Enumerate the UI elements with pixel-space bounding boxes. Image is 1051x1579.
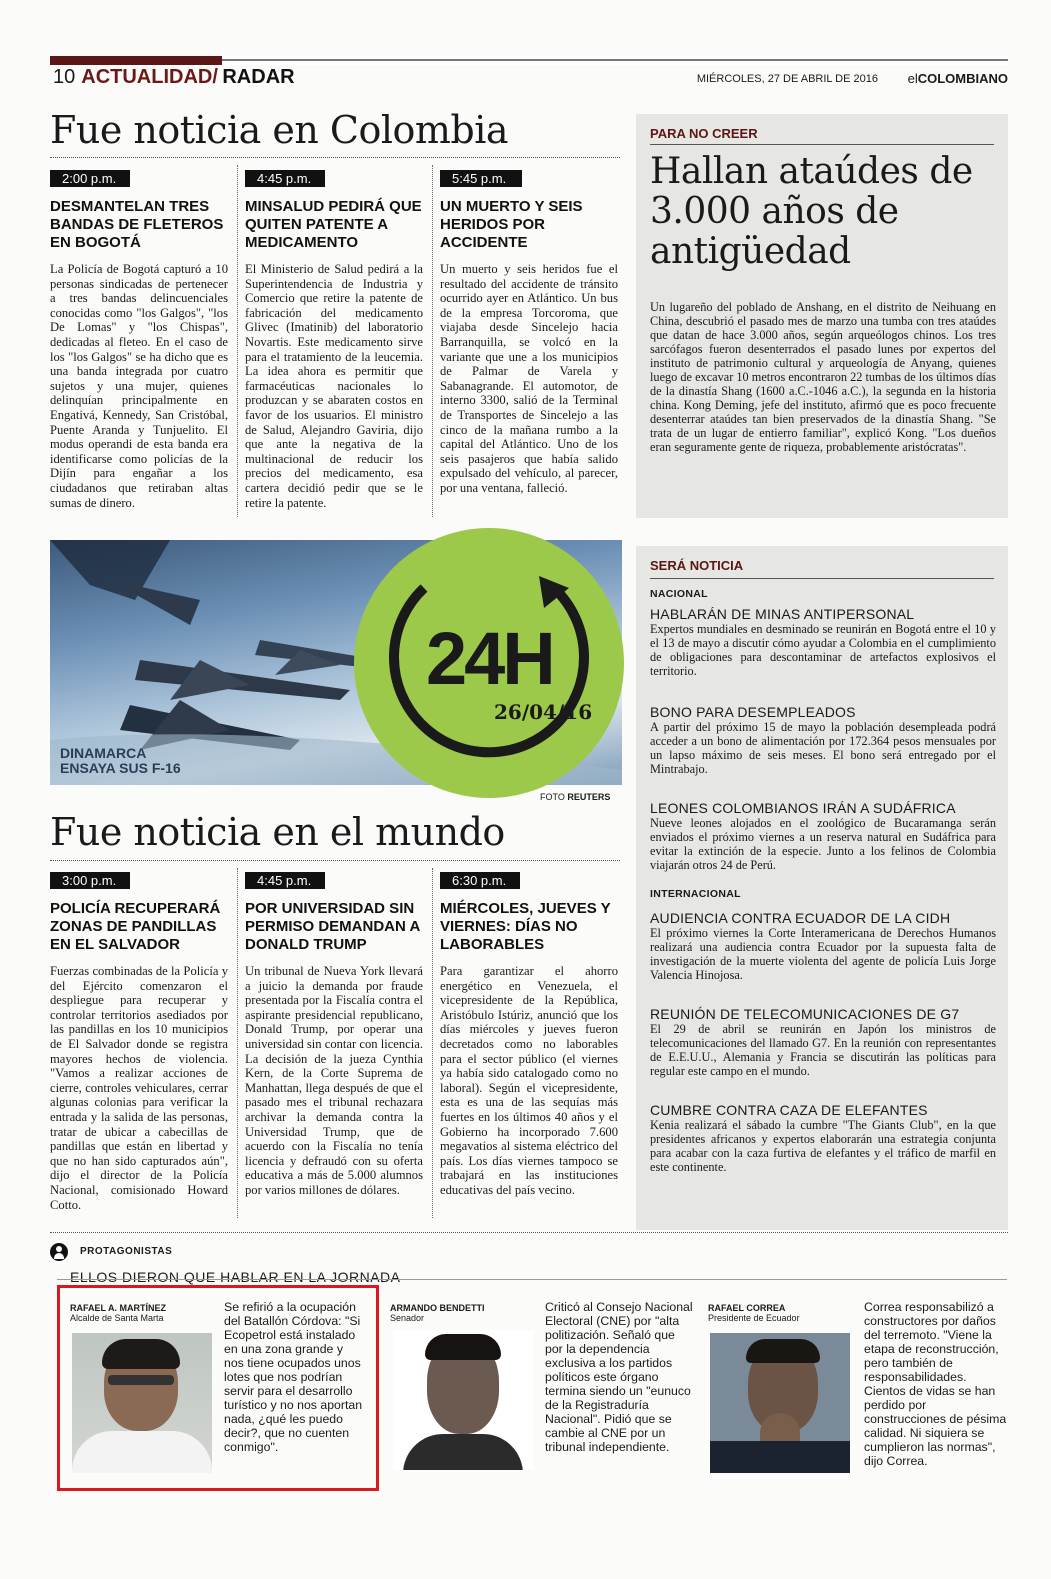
article-body: Un tribunal de Nueva York llevará a juicio la demanda por fraude presentada por la Fiscalía contra el aspirante presidencial republicano, Donald Trump, por operar una universidad sin contar con licencia. La decisión de la jueza Cynthia Kern, de la Corte Suprema de Manhattan, llega después de que el pasado mes el tribunal rechazara archivar la demanda contra la Universidad Trump, que de acuerdo con la Fiscalía no tenía licencia y defraudó con su oferta educativa a más de 5.000 alumnos por varios millones de dólares. (245, 964, 423, 1197)
news-body: El 29 de abril se reunirán en Japón los ministros de telecomunicaciones del llamado G7. En la reunión con representantes de E.E.U.U., Alemania y Francia se discutirán las políticas para regular este campo en el mundo. (650, 1022, 996, 1078)
column-rule (432, 165, 433, 517)
protagonist-3-name: RAFAEL CORREA Presidente de Ecuador (708, 1303, 800, 1323)
section-name: ACTUALIDAD/ (81, 66, 218, 88)
photo-caption: DINAMARCA ENSAYA SUS F-16 (60, 745, 181, 776)
protagonist-2-name: ARMANDO BENDETTI Senador (390, 1303, 485, 1323)
24h-badge (354, 528, 624, 798)
headline: UN MUERTO Y SEIS HERIDOS POR ACCIDENTE (440, 198, 583, 251)
box-label: SERÁ NOTICIA (650, 558, 744, 573)
photo-credit: FOTO REUTERS (540, 792, 611, 802)
issue-date: MIÉRCOLES, 27 DE ABRIL DE 2016 (696, 73, 878, 85)
news-body: Expertos mundiales en desminado se reunirán en Bogotá entre el 10 y el 13 de mayo a discutir cómo ayudar a Colombia en el cumplimiento de obligaciones para descontaminar de artefactos explosivos el territorio. (650, 622, 996, 678)
news-headline: REUNIÓN DE TELECOMUNICACIONES DE G7 (650, 1006, 960, 1022)
protagonist-2-photo (393, 1330, 533, 1470)
headline: MIÉRCOLES, JUEVES Y VIERNES: DÍAS NO LABORABLES (440, 900, 611, 953)
protagonist-1-name: RAFAEL A. MARTÍNEZ Alcalde de Santa Marta (70, 1303, 166, 1323)
news-headline: BONO PARA DESEMPLEADOS (650, 704, 856, 720)
page-number: 10 (53, 66, 76, 88)
badge-24h: 24H (426, 617, 553, 700)
divider (50, 860, 620, 861)
time-badge: 2:00 p.m. (50, 170, 130, 187)
mundo-item-2 (245, 872, 423, 1198)
protagonist-1-photo (72, 1333, 212, 1473)
column-rule (432, 868, 433, 1218)
news-body: A partir del próximo 15 de mayo la población desempleada podrá acceder a un bono de alimentación por 172.364 pesos mensuales por un lapso máximo de seis meses. El bono será entregado por el Mintrabajo. (650, 720, 996, 776)
news-headline: LEONES COLOMBIANOS IRÁN A SUDÁFRICA (650, 800, 956, 816)
article-body: La Policía de Bogotá capturó a 10 personas sindicadas de pertenecer a tres bandas delincuenciales conocidas como "los Galgos", "los De Lomas" y "los Chispas", dedicadas al fleteo. En el caso de los "los Galgos" se ha dicho que es una banda integrada por cuatro sujetos y una mujer, quienes delinquían principalmente en Engativá, Kennedy, San Cristóbal, Puente Aranda y Tunjuelito. El modus operandi de esta banda era identificarse como policías de la Dijín para engañar a los ciudadanos que retiraban altas sumas de dinero. (50, 262, 228, 510)
column-rule (237, 165, 238, 517)
divider (57, 1279, 1007, 1280)
news-headline: AUDIENCIA CONTRA ECUADOR DE LA CIDH (650, 910, 951, 926)
mundo-item-3 (440, 872, 618, 1198)
subsection-name: RADAR (222, 66, 295, 88)
protagonistas-label: PROTAGONISTAS (80, 1246, 173, 1257)
person-icon (50, 1243, 68, 1261)
protagonist-1-quote: Se refirió a la ocupación del Batallón Córdova: "Si Ecopetrol está instalado en una zona grande y nos tiene ocupados unos lotes que nos podrían servir para el desarrollo turístico y no nos aportan nada, ¿qué les puedo decir?, que no cuenten conmigo". (224, 1300, 363, 1454)
column-rule (237, 868, 238, 1218)
page-header (53, 66, 1008, 90)
time-badge: 3:00 p.m. (50, 872, 130, 889)
box-label: PARA NO CREER (650, 126, 758, 141)
news-body: Kenia realizará el sábado la cumbre "The Giants Club", en la que presidentes africanos y expertos elaborarán una estrategia conjunta para acabar con la caza furtiva de elefantes y el tráfico de marfil en este continente. (650, 1118, 996, 1174)
top-rule (50, 56, 1008, 65)
colombia-title: Fue noticia en Colombia (50, 108, 509, 152)
box-title: Hallan ataúdes de 3.000 años de antigüedad (650, 151, 973, 272)
protagonist-2-quote: Criticó al Consejo Nacional Electoral (CNE) por "alta politización. Señaló que por la dependencia exclusiva a los partidos políticos este órgano termina siendo un "eunuco de la Registraduría Nacional". Pidió que se cambie al CNE por un tribunal independiente. (545, 1300, 693, 1454)
news-headline: CUMBRE CONTRA CAZA DE ELEFANTES (650, 1102, 928, 1118)
sera-noticia-list (650, 588, 996, 1174)
brand-logo: elCOLOMBIANO (907, 71, 1008, 86)
protagonistas-subtitle: ELLOS DIERON QUE HABLAR EN LA JORNADA (70, 1269, 401, 1285)
article-body: Para garantizar el ahorro energético en Venezuela, el vicepresidente de la República, Aristóbulo Istúriz, anunció que los días miércoles y jueves fueron decretados como no laborables para el sector público (el viernes ya había sido catalogado como no laboral). Según el vicepresidente, esta es una de las sequías más fuertes en los últimos 40 años y el Gobierno ha incorporado 7.600 megavatios al sistema eléctrico del país. Los días viernes tampoco se trabajará en las instituciones educativas del país vecino. (440, 964, 618, 1197)
headline: MINSALUD PEDIRÁ QUE QUITEN PATENTE A MEDICAMENTO (245, 198, 422, 251)
news-body: El próximo viernes la Corte Interamericana de Derechos Humanos realizará una audiencia contra Ecuador por la supuesta falta de investigación de la muerte violenta del agente de policía Luis Jorge Valencia Hinojosa. (650, 926, 996, 982)
headline: DESMANTELAN TRES BANDAS DE FLETEROS EN BOGOTÁ (50, 198, 224, 251)
news-body: Nueve leones alojados en el zoológico de Bucaramanga serán enviados el próximo viernes a un reserva natural en Sudáfrica para evitar la extinción de la especie. Junto a los felinos de Colombia viajarán otros 24 de Perú. (650, 816, 996, 872)
headline: POLICÍA RECUPERARÁ ZONAS DE PANDILLAS EN EL SALVADOR (50, 900, 221, 953)
divider (50, 1232, 1008, 1233)
time-badge: 5:45 p.m. (440, 170, 522, 187)
time-badge: 4:45 p.m. (245, 872, 325, 889)
badge-date: 26/04/16 (494, 700, 593, 724)
time-badge: 4:45 p.m. (245, 170, 325, 187)
sera-noticia-box (636, 546, 1008, 1230)
article-body: Fuerzas combinadas de la Policía y del Ejército comenzaron el despliegue para recuperar y controlar territorios asediados por las pandillas en los 10 municipios de El Salvador donde se registra mayores hechos de violencia. "Vamos a realizar acciones de cierre, controles vehiculares, cerrar algunas colonias para verificar la entrada y la salida de las personas, tratar de ubicar a cabecillas de pandillas que están en libertad y que no han sido capturados aún", dijo el director de la Policía Nacional, comisionado Howard Cotto. (50, 964, 228, 1212)
mundo-item-1 (50, 872, 228, 1212)
article-body: El Ministerio de Salud pedirá a la Superintendencia de Industria y Comercio que retire la patente de fabricación del medicamento Glivec (Imatinib) del laboratorio Novartis. Este medicamento sirve para el tratamiento de la leucemia. La idea ahora es permitir que farmacéuticas nacionales lo produzcan y se abaraten costos en favor de los usuarios. El ministro de Salud, Alejandro Gaviria, dijo que ante la negativa de la multinacional de reducir los precios del medicamento, esa cartera decidió pedir que se le retire la patente. (245, 262, 423, 510)
protagonist-3-photo (710, 1333, 850, 1473)
divider (50, 157, 620, 158)
protagonist-3-quote: Correa responsabilizó a constructores por daños del terremoto. "Viene la etapa de reconstrucción, pero también de responsabilidades. Cientos de vidas se han perdido por construcciones de pésima calidad. Ni siquiera se cumplieron las normas", dijo Correa. (864, 1300, 1007, 1468)
box-body: Un lugareño del poblado de Anshang, en el distrito de Neihuang en China, descubrió el pasado mes de marzo una tumba con tres ataúdes que datan de hace 3.000 años, según arqueólogos chinos. Los tres sarcófagos fueron desenterrados el pasado lunes por expertos del instituto de patrimonio cultural y arqueología de Anyang, quienes luego de excavar 10 metros encontraron 22 tumbas de los últimos días de la dinastía Shang (1600 a.C.-1046 a.C.), la segunda en la historia china. Kong Deming, jefe del instituto, afirmó que es poco frecuente desenterrar ataúdes tan bien preservados de la dinastía Shang. "Se trata de un lugar de entierro familiar", explicó Kong. "Los dueños eran seguramente gente de riqueza, probablemente aristócratas". (650, 300, 996, 454)
para-no-creer-box (636, 114, 1008, 518)
colombia-item-3 (440, 170, 618, 496)
colombia-item-1 (50, 170, 228, 510)
time-badge: 6:30 p.m. (440, 872, 520, 889)
news-headline: HABLARÁN DE MINAS ANTIPERSONAL (650, 606, 915, 622)
headline: POR UNIVERSIDAD SIN PERMISO DEMANDAN A DONALD TRUMP (245, 900, 420, 953)
section-internacional: INTERNACIONAL (650, 888, 741, 900)
section-nacional: NACIONAL (650, 588, 708, 600)
article-body: Un muerto y seis heridos fue el resultado del accidente de tránsito ocurrido ayer en Atlántico. Un bus de la empresa Torcoroma, que viajaba desde Sincelejo hacia Barranquilla, se volcó en la variante que une a los municipios de Palmar de Varela y Sabanagrande. El automotor, de interno 3300, salió de la Terminal de Transportes de Sincelejo a las cinco de la mañana rumbo a la capital del Atlántico. Uno de los seis pasajeros que había salido expulsado del vehículo, al parecer, por una ventana, falleció. (440, 262, 618, 495)
mundo-title: Fue noticia en el mundo (50, 810, 505, 854)
colombia-item-2 (245, 170, 423, 510)
